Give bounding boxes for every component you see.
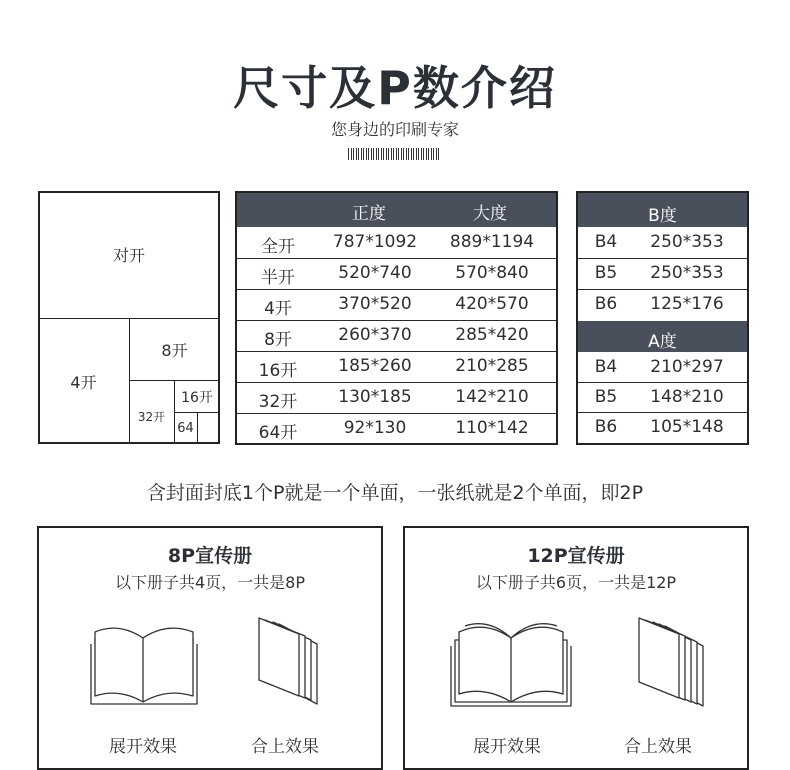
row-divider <box>578 258 747 259</box>
row-divider <box>237 320 556 321</box>
open-effect-label: 展开效果 <box>473 737 541 757</box>
closed-book-icon <box>637 614 709 708</box>
paper-size-diagram <box>38 191 220 444</box>
zhengdu-cell: 370*520 <box>338 294 412 314</box>
row-divider <box>578 412 747 413</box>
table-row <box>578 382 747 412</box>
row-divider <box>578 289 747 290</box>
size-cell-4kai <box>38 318 130 444</box>
table-row <box>578 412 747 442</box>
a-table-header <box>578 321 747 352</box>
dadu-cell: 210*285 <box>455 356 529 376</box>
page-subtitle: 您身边的印刷专家 <box>330 120 459 139</box>
table-row <box>578 258 747 289</box>
size-name-cell: 32开 <box>258 392 298 412</box>
header-dadu: 大度 <box>473 204 507 224</box>
size-label-32kai: 32开 <box>137 410 166 424</box>
main-table-header <box>237 193 556 227</box>
size-cell-8kai <box>129 318 220 381</box>
table-row <box>578 352 747 382</box>
size-label-duikai: 对开 <box>112 246 145 265</box>
closed-effect-label: 合上效果 <box>624 737 692 757</box>
paper-code-cell: B5 <box>594 387 618 407</box>
barcode-decoration <box>348 148 441 160</box>
zhengdu-cell: 787*1092 <box>332 232 418 252</box>
open-book-icon <box>89 616 201 706</box>
closed-effect-label: 合上效果 <box>251 737 319 757</box>
paper-code-cell: B6 <box>594 294 618 314</box>
page-title: 尺寸及P数介绍 <box>233 61 557 115</box>
size-cell-duikai <box>38 191 220 319</box>
paper-size-cell: 250*353 <box>650 232 724 252</box>
size-name-cell: 64开 <box>258 423 298 443</box>
card-subtitle: 以下册子共6页，一共是12P <box>475 573 677 592</box>
open-book-icon <box>449 616 573 708</box>
size-cell-64kai <box>174 412 198 444</box>
size-label-64kai: 64 <box>177 421 194 436</box>
row-divider <box>237 351 556 352</box>
size-cell-16kai <box>174 380 220 413</box>
paper-code-cell: B6 <box>594 417 618 437</box>
size-table-main <box>235 191 558 445</box>
table-row <box>237 413 556 444</box>
paper-size-cell: 125*176 <box>650 294 724 314</box>
brochure-card-12p <box>403 526 749 770</box>
row-divider <box>237 413 556 414</box>
card-title: 8P宣传册 <box>167 545 253 567</box>
zhengdu-cell: 185*260 <box>338 356 412 376</box>
size-table-ab <box>576 191 749 445</box>
row-divider <box>578 382 747 383</box>
dadu-cell: 285*420 <box>455 325 529 345</box>
paper-code-cell: B4 <box>594 232 618 252</box>
zhengdu-cell: 130*185 <box>338 387 412 407</box>
row-divider <box>237 258 556 259</box>
table-row <box>578 227 747 258</box>
header-adu: A度 <box>648 332 677 352</box>
table-row <box>237 258 556 289</box>
closed-book-icon <box>257 614 329 706</box>
table-row <box>237 227 556 258</box>
table-row <box>237 382 556 413</box>
table-row <box>578 289 747 320</box>
row-divider <box>237 289 556 290</box>
size-name-cell: 16开 <box>258 361 298 381</box>
paper-size-cell: 250*353 <box>650 263 724 283</box>
size-name-cell: 4开 <box>264 299 292 319</box>
dadu-cell: 889*1194 <box>449 232 535 252</box>
card-title: 12P宣传册 <box>527 545 625 567</box>
dadu-cell: 110*142 <box>455 418 529 438</box>
size-label-8kai: 8开 <box>161 341 188 360</box>
row-divider <box>237 382 556 383</box>
brochure-card-8p <box>37 526 383 770</box>
header-zhengdu: 正度 <box>352 204 386 224</box>
header-bdu: B度 <box>648 206 677 226</box>
paper-size-cell: 148*210 <box>650 387 724 407</box>
paper-size-cell: 210*297 <box>650 357 724 377</box>
zhengdu-cell: 260*370 <box>338 325 412 345</box>
table-row <box>237 351 556 382</box>
size-name-cell: 全开 <box>261 237 295 257</box>
open-effect-label: 展开效果 <box>109 737 177 757</box>
zhengdu-cell: 520*740 <box>338 263 412 283</box>
table-row <box>237 289 556 320</box>
paper-size-cell: 105*148 <box>650 417 724 437</box>
size-name-cell: 8开 <box>264 330 292 350</box>
page-count-note: 含封面封底1个P就是一个单面，一张纸就是2个单面，即2P <box>146 482 644 504</box>
dadu-cell: 420*570 <box>455 294 529 314</box>
paper-code-cell: B4 <box>594 357 618 377</box>
size-label-4kai: 4开 <box>70 373 97 392</box>
b-table-header <box>578 193 747 227</box>
card-subtitle: 以下册子共4页，一共是8P <box>114 573 305 592</box>
dadu-cell: 570*840 <box>455 263 529 283</box>
size-name-cell: 半开 <box>261 268 295 288</box>
zhengdu-cell: 92*130 <box>343 418 407 438</box>
size-cell-32kai <box>129 380 175 444</box>
size-label-16kai: 16开 <box>181 389 213 406</box>
table-row <box>237 320 556 351</box>
paper-code-cell: B5 <box>594 263 618 283</box>
dadu-cell: 142*210 <box>455 387 529 407</box>
